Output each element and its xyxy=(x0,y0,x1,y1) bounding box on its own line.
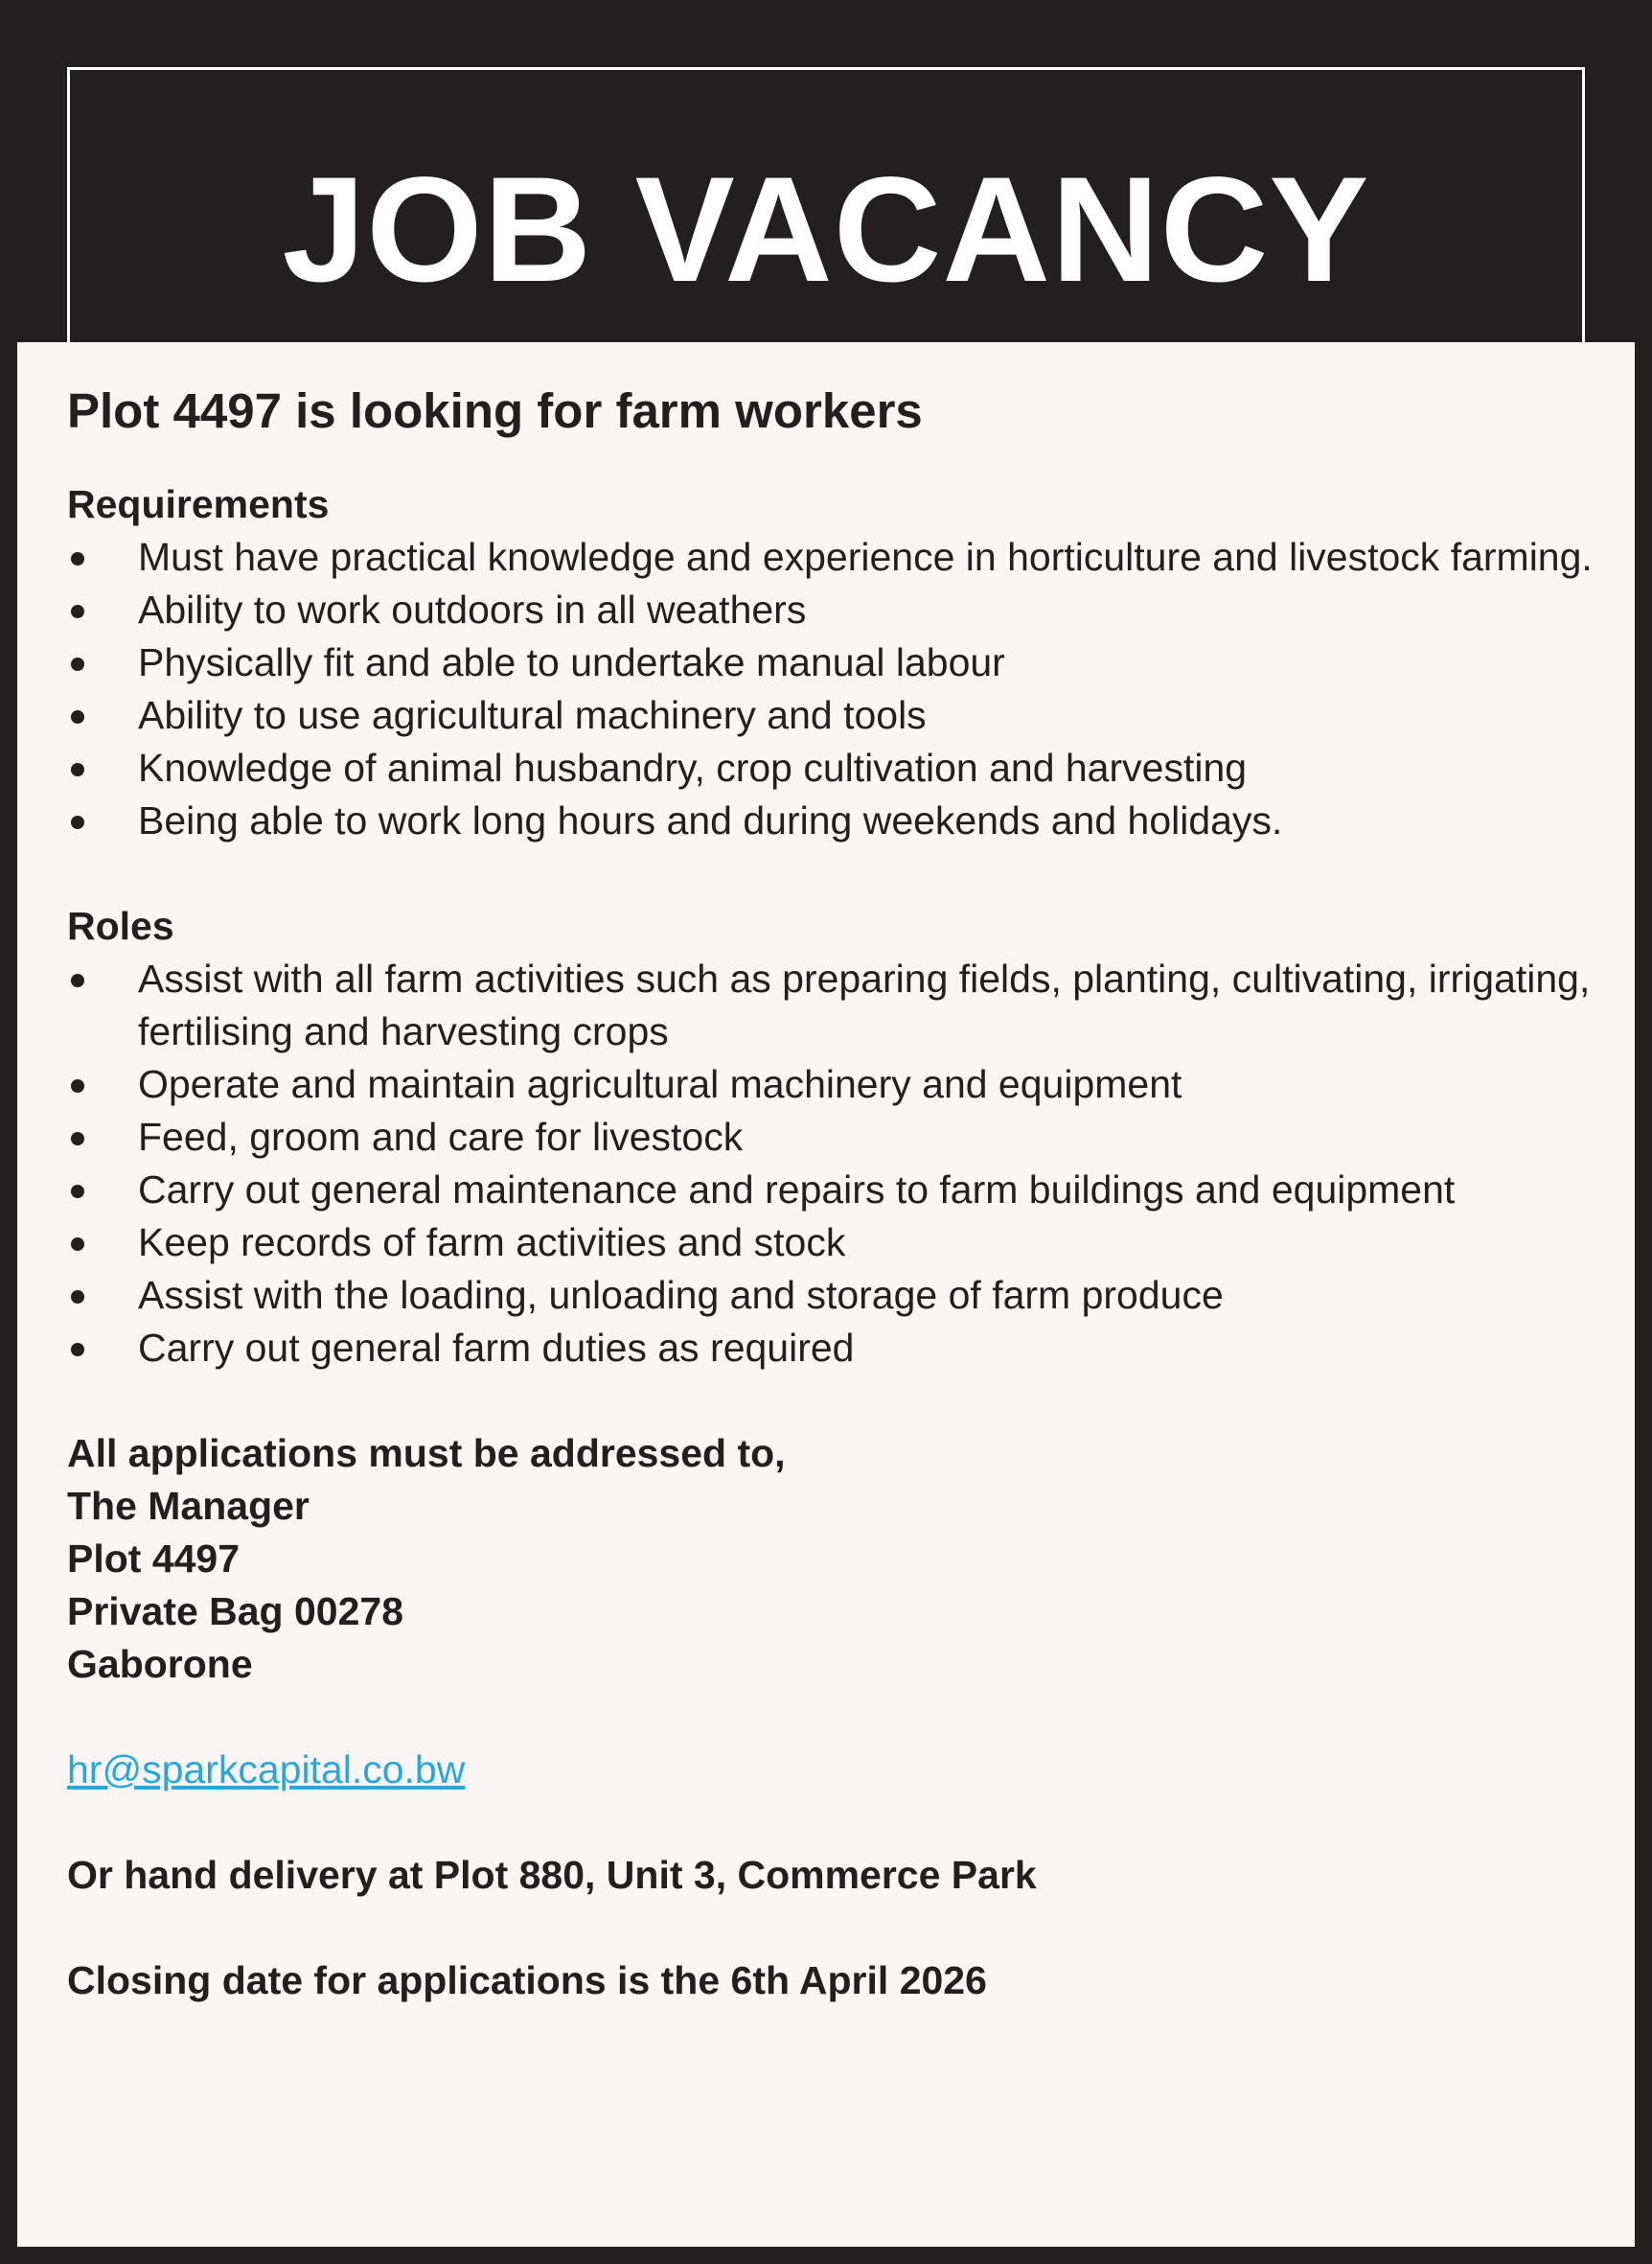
requirements-list xyxy=(67,531,1600,847)
requirement-text: Ability to use agricultural machinery and tools xyxy=(138,693,927,737)
bullet-icon xyxy=(71,1237,84,1251)
bullet-icon xyxy=(71,710,84,724)
requirement-item xyxy=(67,795,1600,847)
address-line: Private Bag 00278 xyxy=(67,1589,404,1633)
bullet-icon xyxy=(71,1290,84,1304)
address-intro: All applications must be addressed to, xyxy=(67,1431,786,1475)
bullet-icon xyxy=(71,1132,84,1145)
role-text: Assist with the loading, unloading and storage of farm produce xyxy=(138,1273,1224,1317)
role-text: Carry out general maintenance and repairs to farm buildings and equipment xyxy=(138,1167,1456,1212)
role-text: Assist with all farm activities such as preparing fields, planting, cultivating, irrigating, fertilising and harvesting crops xyxy=(138,957,1591,1053)
requirement-item xyxy=(67,742,1600,795)
address-line: Plot 4497 xyxy=(67,1536,241,1581)
role-text: Feed, groom and care for livestock xyxy=(138,1115,744,1159)
role-item xyxy=(67,1058,1600,1111)
roles-title: Roles xyxy=(67,904,174,948)
requirement-text: Being able to work long hours and during weekends and holidays. xyxy=(138,798,1283,843)
closing-date-text: Closing date for applications is the 6th April 2026 xyxy=(67,1958,987,2002)
bullet-icon xyxy=(71,974,84,987)
role-item xyxy=(67,1164,1600,1216)
requirement-text: Knowledge of animal husbandry, crop cultivation and harvesting xyxy=(138,746,1248,790)
bullet-icon xyxy=(71,552,84,566)
address-line: Gaborone xyxy=(67,1642,253,1686)
role-item xyxy=(67,1111,1600,1164)
roles-list xyxy=(67,953,1600,1375)
vacancy-heading: Plot 4497 is looking for farm workers xyxy=(67,383,923,438)
role-item xyxy=(67,1216,1600,1269)
requirement-text: Ability to work outdoors in all weathers xyxy=(138,588,807,632)
bullet-icon xyxy=(71,1185,84,1198)
bullet-icon xyxy=(71,763,84,776)
role-text: Operate and maintain agricultural machinery and equipment xyxy=(138,1062,1182,1106)
requirements-title: Requirements xyxy=(67,482,330,526)
requirement-text: Physically fit and able to undertake manual labour xyxy=(138,640,1005,684)
bullet-icon xyxy=(71,1343,84,1356)
vacancy-content xyxy=(67,378,1600,2007)
role-item xyxy=(67,1322,1600,1375)
hand-delivery-text: Or hand delivery at Plot 880, Unit 3, Commerce Park xyxy=(67,1853,1037,1897)
address-line: The Manager xyxy=(67,1484,310,1528)
requirement-item xyxy=(67,531,1600,584)
page-title: JOB VACANCY xyxy=(282,147,1370,313)
bullet-icon xyxy=(71,816,84,829)
role-text: Keep records of farm activities and stock xyxy=(138,1220,846,1264)
role-item xyxy=(67,953,1600,1058)
bullet-icon xyxy=(71,1079,84,1093)
requirement-text: Must have practical knowledge and experience in horticulture and livestock farming. xyxy=(138,535,1593,579)
requirement-item xyxy=(67,584,1600,636)
role-text: Carry out general farm duties as required xyxy=(138,1326,855,1370)
requirement-item xyxy=(67,689,1600,742)
role-item xyxy=(67,1269,1600,1322)
requirement-item xyxy=(67,636,1600,689)
bullet-icon xyxy=(71,605,84,618)
email-link[interactable]: hr@sparkcapital.co.bw xyxy=(67,1747,466,1791)
bullet-icon xyxy=(71,658,84,671)
